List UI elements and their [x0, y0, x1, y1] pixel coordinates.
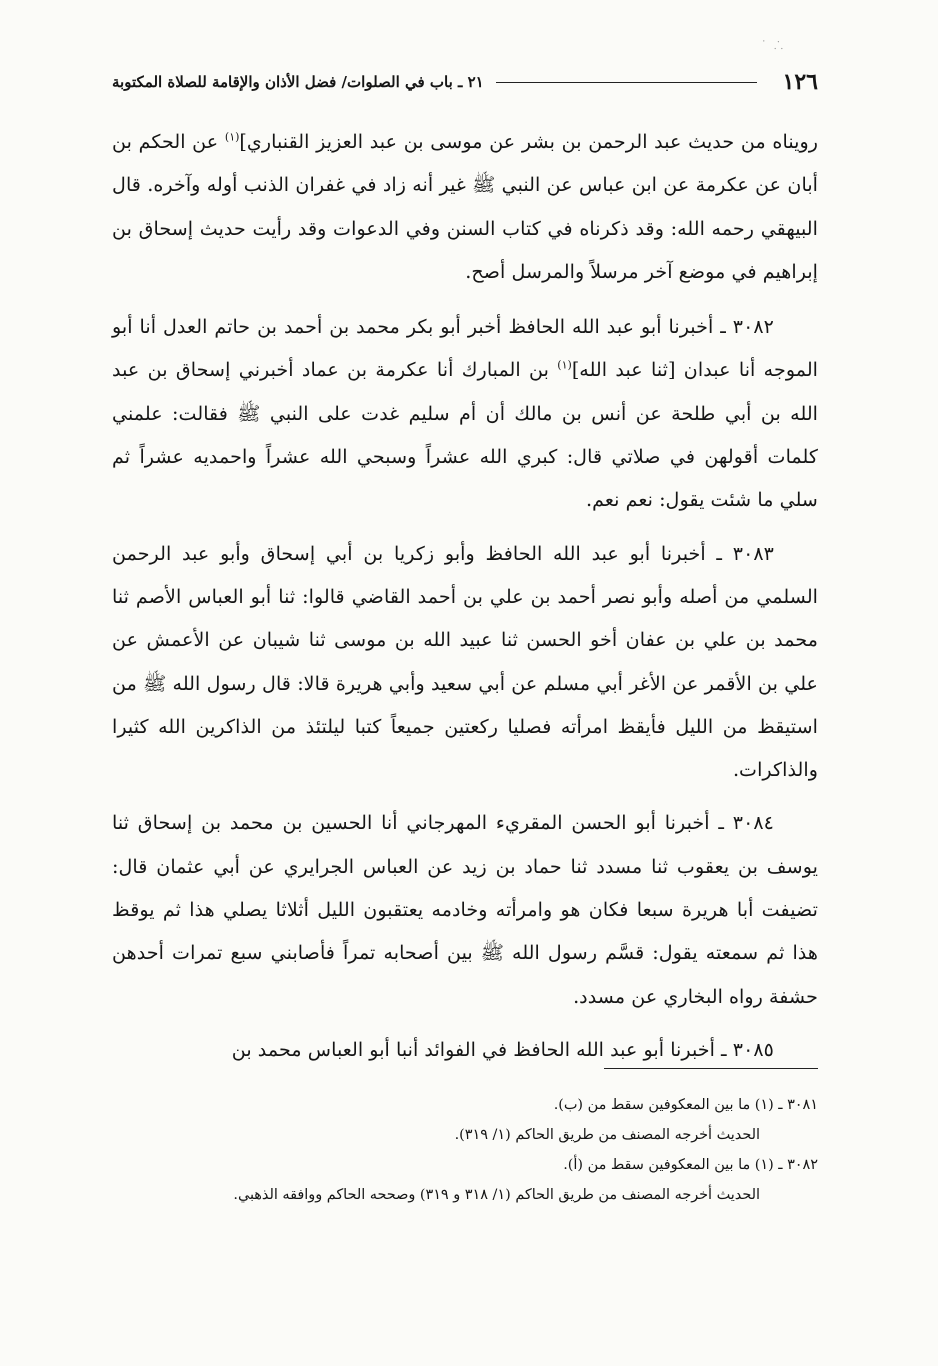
paragraph-text: عن الحكم بن أبان عن عكرمة عن ابن عباس عن النبي ﷺ غير أنه زاد في غفران الذنب أوله وآخره. قال البيهقي رحمه الله: وقد ذكرناه في كتاب السنن وفي الدعوات وقد رأيت حديث إسحاق بن إبراهيم في موضع آخر مرسلاً والمرسل أصح. [112, 130, 818, 283]
running-title: ٢١ ـ باب في الصلوات/ فضل الأذان والإقامة للصلاة المكتوبة [112, 73, 484, 91]
paragraph-text: بن المبارك أنا عكرمة بن عماد أخبرني إسحاق بن عبد الله بن أبي طلحة عن أنس بن مالك أن أم سليم غدت على النبي ﷺ فقالت: علمني كلمات أقولهن في صلاتي قال: كبري الله عشراً وسبحي الله عشراً واحمديه عشراً ثم سلي ما شئت يقول: نعم نعم. [112, 358, 818, 512]
footnote-marker: (١) [224, 130, 240, 144]
main-text [112, 120, 818, 1071]
footnote-marker: (١) [557, 359, 572, 373]
scan-mark: ⸫ ˙ [760, 39, 785, 52]
paragraph-text: رويناه من حديث عبد الرحمن بن بشر عن موسى بن عبد العزيز القنباري] [239, 130, 818, 153]
paragraph-text: ٣٠٨٢ ـ أخبرنا أبو عبد الله الحافظ أخبر أبو بكر محمد بن أحمد بن حاتم العدل أنا أبو الموجه أنا عبدان [ثنا عبد الله] [112, 315, 819, 382]
page-number: ١٢٦ [782, 69, 818, 95]
paragraph [112, 532, 818, 792]
paragraph [112, 305, 818, 521]
paragraph [112, 801, 818, 1017]
footnote-separator [604, 1068, 818, 1069]
footnotes [112, 1090, 818, 1210]
page-header [112, 64, 818, 100]
footnote: ٣٠٨٢ ـ (١) ما بين المعكوفين سقط من (أ). [563, 1157, 818, 1173]
paragraph-text: ٣٠٨٥ ـ أخبرنا أبو عبد الله الحافظ في الفوائد أنبا أبو العباس محمد بن [231, 1037, 774, 1061]
header-rule [496, 82, 757, 83]
footnote: الحديث أخرجه المصنف من طريق الحاكم (١/ ٣١٨ و ٣١٩) وصححه الحاكم ووافقه الذهبي. [233, 1187, 760, 1203]
paragraph [112, 120, 818, 293]
paragraph-text: ٣٠٨٣ ـ أخبرنا أبو عبد الله الحافظ وأبو زكريا بن أبي إسحاق وأبو عبد الرحمن السلمي من أصله وأبو نصر أحمد بن علي بن أحمد القاضي قالوا: ثنا أبو العباس الأصم ثنا محمد بن علي بن عفان أخو الحسن ثنا عبيد الله بن موسى ثنا شيبان عن الأعمش عن علي بن الأقمر عن الأغر أبي مسلم عن أبي سعيد وأبي هريرة قالا: قال رسول الله ﷺ من استيقظ من الليل فأيقظ امرأته فصليا ركعتين جميعاً كتبا ليلتئذ من الذاكرين الله كثيرا والذاكرات. [112, 541, 818, 782]
paragraph [112, 1028, 818, 1071]
footnote: الحديث أخرجه المصنف من طريق الحاكم (١/ ٣١٩). [454, 1127, 760, 1143]
footnote: ٣٠٨١ ـ (١) ما بين المعكوفين سقط من (ب). [553, 1097, 818, 1113]
paragraph-text: ٣٠٨٤ ـ أخبرنا أبو الحسن المقريء المهرجاني أنا الحسين بن محمد بن إسحاق ثنا يوسف بن يعقوب ثنا مسدد ثنا حماد بن زيد عن العباس الجرايري عن أبي عثمان قال: تضيفت أبا هريرة سبعا فكان هو وامرأته وخادمه يعتقبون الليل أثلاثا يصلي هذا ثم يوقظ هذا ثم سمعته يقول: قسَّم رسول الله ﷺ بين أصحابه تمراً فأصابني سبع تمرات أحدهن حشفة رواه البخاري عن مسدد. [112, 811, 818, 1008]
